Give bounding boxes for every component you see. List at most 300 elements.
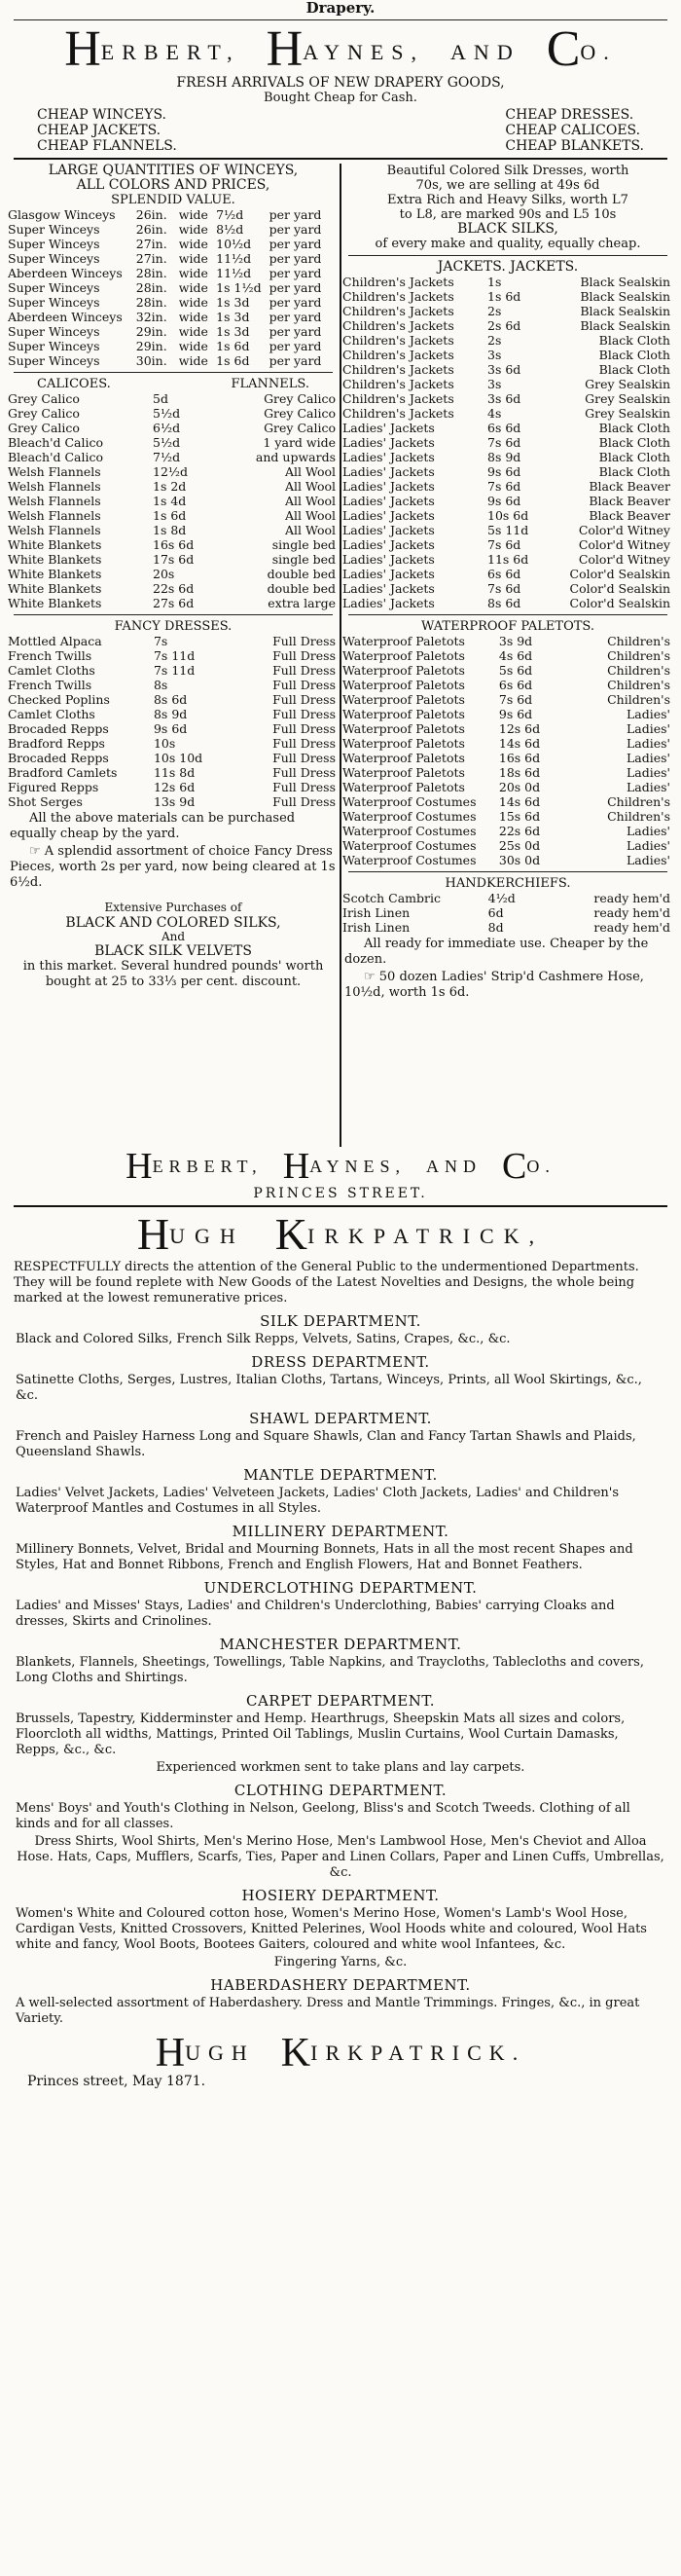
wincey-row-cell: 28in.	[135, 266, 167, 280]
jacket-row-cell: Color'd Witney	[578, 523, 670, 537]
wincey-row	[8, 280, 339, 295]
calico-row-cell: extra large	[268, 596, 336, 610]
jacket-row	[342, 523, 673, 537]
jacket-row-cell: Grey Sealskin	[585, 391, 670, 406]
department-extra: Fingering Yarns, &c.	[273, 1955, 408, 1969]
calico-row-cell: double bed	[267, 567, 336, 581]
wincey-row-cell: wide	[178, 266, 208, 280]
calico-row-cell: 27s 6d	[153, 596, 195, 610]
winceys-heading: LARGE QUANTITIES OF WINCEYS,	[48, 163, 299, 178]
silks-line-3: Extra Rich and Heavy Silks, worth L7	[387, 193, 628, 207]
waterproof-row-cell: 14s 6d	[498, 794, 541, 809]
winceys-table	[8, 207, 339, 368]
signoff-title: HUGH KIRKPATRICK.	[155, 2031, 526, 2076]
wincey-row-cell: 26in.	[135, 222, 167, 237]
fancy-row-cell: 8s 9d	[153, 707, 188, 721]
jacket-row-cell: 7s 6d	[487, 581, 521, 596]
calico-row-cell: 12½d	[153, 464, 189, 479]
calico-row	[8, 479, 339, 494]
wincey-row-cell: 28in.	[135, 280, 167, 295]
calico-row-cell: Welsh Flannels	[8, 523, 101, 537]
calico-row-cell: single bed	[271, 537, 336, 552]
jacket-row	[342, 391, 673, 406]
waterproof-row-cell: 14s 6d	[498, 736, 541, 751]
jacket-row-cell: Black Cloth	[598, 421, 670, 435]
jacket-row-cell: Children's Jackets	[342, 304, 454, 318]
jacket-row-cell: Children's Jackets	[342, 362, 454, 377]
waterproof-row-cell: Waterproof Costumes	[342, 824, 477, 838]
fancy-row	[8, 663, 339, 678]
calico-row-cell: 22s 6d	[153, 581, 195, 596]
waterproof-row-cell: Ladies'	[626, 824, 670, 838]
department	[8, 1312, 673, 1347]
wincey-row-cell: 1s 1½d	[216, 280, 262, 295]
jacket-row	[342, 377, 673, 391]
waterproof-row-cell: Ladies'	[626, 765, 670, 780]
wincey-row-cell: 29in.	[135, 339, 167, 353]
waterproof-row	[342, 736, 673, 751]
fancy-row	[8, 794, 339, 809]
jacket-row-cell: Black Sealskin	[580, 304, 670, 318]
department-heading: UNDERCLOTHING DEPARTMENT.	[203, 1579, 478, 1597]
wincey-row-cell: per yard	[269, 295, 322, 310]
calico-row-cell: single bed	[271, 552, 336, 567]
department-body: Blankets, Flannels, Sheetings, Towellings, Table Napkins, and Traycloths, Tablecloths and covers, Long Cloths and Shirtings.	[16, 1655, 644, 1685]
jacket-row-cell: Children's Jackets	[342, 377, 454, 391]
department-heading: HABERDASHERY DEPARTMENT.	[210, 1976, 471, 1994]
waterproof-row-cell: 22s 6d	[498, 824, 541, 838]
wincey-row-cell: Super Winceys	[8, 353, 100, 368]
jacket-row-cell: Ladies' Jackets	[342, 435, 435, 450]
wincey-row	[8, 339, 339, 353]
calico-row-cell: White Blankets	[8, 581, 102, 596]
jacket-row-cell: Ladies' Jackets	[342, 421, 435, 435]
wincey-row	[8, 222, 339, 237]
waterproof-row-cell: 30s 0d	[498, 853, 541, 867]
calico-row	[8, 391, 339, 406]
hugh-title: HUGH KIRKPATRICK,	[136, 1209, 545, 1259]
fancy-row-cell: Bradford Camlets	[8, 765, 118, 780]
footer-street: PRINCES STREET.	[253, 1186, 428, 1201]
calico-row-cell: 20s	[153, 567, 175, 581]
fancy-row	[8, 721, 339, 736]
wincey-row-cell: Glasgow Winceys	[8, 207, 116, 222]
jacket-row-cell: Children's Jackets	[342, 333, 454, 348]
calico-row-cell: 1s 4d	[153, 494, 187, 508]
calico-row-cell: Bleach'd Calico	[8, 435, 104, 450]
department	[8, 1636, 673, 1686]
waterproof-row-cell: Ladies'	[626, 721, 670, 736]
waterproof-row-cell: Waterproof Paletots	[342, 634, 465, 648]
jacket-row-cell: 3s	[487, 348, 502, 362]
calico-row-cell: 6½d	[153, 421, 181, 435]
wincey-row	[8, 237, 339, 251]
fancy-row	[8, 692, 339, 707]
calico-row	[8, 406, 339, 421]
divider	[14, 372, 333, 373]
silks-line-2: 70s, we are selling at 49s 6d	[415, 178, 600, 193]
calico-row-cell: 5½d	[153, 435, 181, 450]
wincey-row-cell: 1s 3d	[216, 324, 250, 339]
jacket-row-cell: Black Cloth	[598, 435, 670, 450]
department	[8, 1410, 673, 1460]
wincey-row-cell: 8½d	[216, 222, 244, 237]
calico-row-cell: All Wool	[284, 523, 336, 537]
fancy-row	[8, 751, 339, 765]
firm-title: HERBERT, HAYNES, AND CO.	[64, 21, 617, 77]
jacket-row-cell: Color'd Sealskin	[569, 581, 670, 596]
jacket-row-cell: Children's Jackets	[342, 275, 454, 289]
waterproof-row-cell: 20s 0d	[498, 780, 541, 794]
departments-list	[8, 1312, 673, 2027]
department-body: Black and Colored Silks, French Silk Repps, Velvets, Satins, Crapes, &c., &c.	[16, 1332, 511, 1346]
calico-row	[8, 537, 339, 552]
waterproof-row-cell: Waterproof Costumes	[342, 838, 477, 853]
waterproof-table	[342, 634, 673, 867]
jacket-row-cell: 2s 6d	[487, 318, 521, 333]
wincey-row-cell: Aberdeen Winceys	[8, 266, 123, 280]
fancy-row-cell: 11s 8d	[153, 765, 196, 780]
jacket-row	[342, 494, 673, 508]
wincey-row-cell: 32in.	[135, 310, 167, 324]
jacket-row-cell: 1s 6d	[487, 289, 521, 304]
wincey-row-cell: 1s 6d	[216, 353, 250, 368]
wincey-row-cell: Super Winceys	[8, 237, 100, 251]
jacket-row-cell: 6s 6d	[487, 567, 521, 581]
jacket-row-cell: Ladies' Jackets	[342, 552, 435, 567]
department-extra: Experienced workmen sent to take plans and lay carpets.	[156, 1760, 525, 1775]
waterproof-heading: WATERPROOF PALETOTS.	[421, 619, 594, 634]
wincey-row-cell: wide	[178, 310, 208, 324]
waterproof-row-cell: Waterproof Paletots	[342, 751, 465, 765]
waterproof-row-cell: Waterproof Paletots	[342, 678, 465, 692]
right-column	[342, 164, 673, 1147]
calico-row	[8, 508, 339, 523]
jacket-row-cell: Ladies' Jackets	[342, 450, 435, 464]
waterproof-row-cell: Children's	[607, 634, 670, 648]
calico-row-cell: 1 yard wide	[263, 435, 336, 450]
waterproof-row-cell: Children's	[607, 678, 670, 692]
jacket-row-cell: Children's Jackets	[342, 289, 454, 304]
black-silks-heading: BLACK SILKS,	[457, 221, 558, 237]
handkerchief-row	[342, 920, 673, 935]
waterproof-row	[342, 765, 673, 780]
calico-row-cell: 7½d	[153, 450, 181, 464]
waterproof-row-cell: Ladies'	[626, 751, 670, 765]
calico-row-cell: 1s 6d	[153, 508, 187, 523]
wincey-row	[8, 353, 339, 368]
jacket-row	[342, 596, 673, 610]
waterproof-row-cell: 18s 6d	[498, 765, 541, 780]
department-body: French and Paisley Harness Long and Square Shawls, Clan and Fancy Tartan Shawls and Plaids, Queensland Shawls.	[16, 1429, 636, 1459]
wincey-row-cell: per yard	[269, 266, 322, 280]
waterproof-row-cell: 5s 6d	[498, 663, 533, 678]
jacket-row	[342, 435, 673, 450]
arrivals-subline: Bought Cheap for Cash.	[264, 91, 417, 105]
silks-line-5: of every make and quality, equally cheap.	[375, 237, 641, 251]
jacket-row	[342, 421, 673, 435]
wincey-row-cell: 10½d	[216, 237, 252, 251]
jacket-row	[342, 348, 673, 362]
waterproof-row-cell: 25s 0d	[498, 838, 541, 853]
waterproof-row-cell: Ladies'	[626, 780, 670, 794]
fancy-row-cell: Camlet Cloths	[8, 707, 95, 721]
waterproof-row-cell: Ladies'	[626, 736, 670, 751]
waterproof-row-cell: Waterproof Paletots	[342, 692, 465, 707]
footer-firm-title: HERBERT, HAYNES, AND CO.	[125, 1146, 556, 1187]
price-columns	[8, 164, 673, 1147]
waterproof-row-cell: Waterproof Costumes	[342, 794, 477, 809]
fancy-row-cell: 8s	[153, 678, 168, 692]
wincey-row-cell: wide	[178, 280, 208, 295]
fancy-row-cell: Brocaded Repps	[8, 751, 109, 765]
divider	[348, 871, 667, 872]
waterproof-row-cell: 9s 6d	[498, 707, 533, 721]
calico-row-cell: White Blankets	[8, 567, 102, 581]
jacket-row-cell: Ladies' Jackets	[342, 523, 435, 537]
fancy-row-cell: Full Dress	[272, 780, 336, 794]
handkerchief-row-cell: ready hem'd	[593, 905, 670, 920]
wincey-row-cell: per yard	[269, 237, 322, 251]
jacket-row-cell: Ladies' Jackets	[342, 567, 435, 581]
waterproof-row	[342, 824, 673, 838]
department-heading: CARPET DEPARTMENT.	[246, 1692, 435, 1710]
waterproof-row-cell: Waterproof Paletots	[342, 648, 465, 663]
calico-row-cell: All Wool	[284, 464, 336, 479]
signoff-date: Princes street, May 1871.	[27, 2074, 206, 2089]
fancy-row-cell: Mottled Alpaca	[8, 634, 102, 648]
jacket-row	[342, 508, 673, 523]
jacket-row	[342, 333, 673, 348]
fancy-heading: FANCY DRESSES.	[114, 619, 233, 634]
waterproof-row	[342, 648, 673, 663]
department	[8, 1782, 673, 1881]
fancy-row	[8, 765, 339, 780]
wincey-row-cell: 1s 3d	[216, 295, 250, 310]
jacket-row-cell: Black Cloth	[598, 362, 670, 377]
fancy-row-cell: Full Dress	[272, 663, 336, 678]
department-heading: CLOTHING DEPARTMENT.	[233, 1782, 448, 1799]
silks-line: Beautiful Colored Silk Dresses, worth	[386, 164, 629, 178]
jacket-row-cell: Black Sealskin	[580, 275, 670, 289]
wincey-row-cell: per yard	[269, 280, 322, 295]
fancy-row-cell: Full Dress	[272, 794, 336, 809]
calico-row-cell: 1s 2d	[153, 479, 187, 494]
jacket-row-cell: 1s	[487, 275, 502, 289]
wincey-row-cell: 1s 3d	[216, 310, 250, 324]
fancy-note-2: ☞ A splendid assortment of choice Fancy Dress Pieces, worth 2s per yard, now being cleared at 1s 6½d.	[10, 844, 336, 890]
hugh-intro: RESPECTFULLY directs the attention of the General Public to the undermentioned Departments. They will be found replete with New Goods of the Latest Novelties and Designs, the whole being marked at the lowest remunerative prices.	[14, 1260, 639, 1306]
waterproof-row	[342, 853, 673, 867]
jacket-row-cell: 7s 6d	[487, 479, 521, 494]
fancy-row-cell: Camlet Cloths	[8, 663, 95, 678]
fancy-row-cell: Full Dress	[272, 678, 336, 692]
waterproof-row	[342, 692, 673, 707]
wincey-row-cell: per yard	[269, 324, 322, 339]
handkerchief-row	[342, 891, 673, 905]
calico-row-cell: Welsh Flannels	[8, 464, 101, 479]
jacket-row-cell: 5s 11d	[487, 523, 529, 537]
calico-row	[8, 450, 339, 464]
calico-row	[8, 494, 339, 508]
jacket-row-cell: 10s 6d	[487, 508, 529, 523]
fancy-row-cell: 12s 6d	[153, 780, 196, 794]
wincey-row	[8, 251, 339, 266]
wincey-row-cell: per yard	[269, 251, 322, 266]
jacket-row-cell: 3s 6d	[487, 362, 521, 377]
waterproof-row-cell: 4s 6d	[498, 648, 533, 663]
wincey-row-cell: 1s 6d	[216, 339, 250, 353]
fancy-row	[8, 634, 339, 648]
calico-row-cell: Welsh Flannels	[8, 479, 101, 494]
wincey-row-cell: wide	[178, 207, 208, 222]
department-body: Mens' Boys' and Youth's Clothing in Nelson, Geelong, Bliss's and Scotch Tweeds. Clothing of all kinds and for all classes.	[16, 1801, 630, 1831]
calico-row-cell: double bed	[267, 581, 336, 596]
wincey-row-cell: 29in.	[135, 324, 167, 339]
wincey-row-cell: per yard	[269, 339, 322, 353]
divider	[14, 158, 667, 160]
jacket-row-cell: Black Cloth	[598, 333, 670, 348]
jacket-row-cell: Grey Sealskin	[585, 377, 670, 391]
fancy-row-cell: Bradford Repps	[8, 736, 105, 751]
department-heading: HOSIERY DEPARTMENT.	[241, 1887, 440, 1904]
fancy-row-cell: Full Dress	[272, 648, 336, 663]
waterproof-row	[342, 721, 673, 736]
department-body: Ladies' and Misses' Stays, Ladies' and Children's Underclothing, Babies' carrying Cloaks and dresses, Skirts and Crinolines.	[16, 1599, 615, 1629]
handkerchief-row-cell: ready hem'd	[593, 891, 670, 905]
calico-row	[8, 596, 339, 610]
calico-row-cell: Welsh Flannels	[8, 494, 101, 508]
waterproof-row	[342, 794, 673, 809]
wincey-row-cell: 30in.	[135, 353, 167, 368]
wincey-row-cell: 11½d	[216, 266, 252, 280]
wincey-row-cell: Super Winceys	[8, 222, 100, 237]
handkerchief-row-cell: Irish Linen	[342, 920, 411, 935]
column-divider	[340, 164, 341, 1147]
fancy-row-cell: 13s 9d	[153, 794, 196, 809]
winceys-heading-2: ALL COLORS AND PRICES,	[76, 177, 270, 193]
calico-row-cell: White Blankets	[8, 537, 102, 552]
fancy-table	[8, 634, 339, 809]
wincey-row-cell: 27in.	[135, 251, 167, 266]
jacket-row-cell: Black Sealskin	[580, 289, 670, 304]
calico-row	[8, 567, 339, 581]
jacket-row-cell: Ladies' Jackets	[342, 494, 435, 508]
department-heading: DRESS DEPARTMENT.	[251, 1353, 430, 1371]
jacket-row	[342, 275, 673, 289]
handkerchief-row-cell: 8d	[487, 920, 504, 935]
department-body: Millinery Bonnets, Velvet, Bridal and Mourning Bonnets, Hats in all the most recent Shapes and Styles, Hat and Bonnet Ribbons, French and English Flowers, Hat and Bonnet Feathers.	[16, 1542, 633, 1572]
fancy-row-cell: 7s 11d	[153, 648, 196, 663]
handkerchief-row-cell: 4½d	[487, 891, 516, 905]
fancy-row	[8, 780, 339, 794]
fancy-row	[8, 736, 339, 751]
department-heading: MANTLE DEPARTMENT.	[243, 1466, 438, 1484]
flannels-heading: FLANNELS.	[231, 377, 309, 391]
waterproof-row	[342, 678, 673, 692]
department	[8, 1353, 673, 1404]
jacket-row-cell: Black Beaver	[589, 508, 670, 523]
handkerchief-row-cell: ready hem'd	[593, 920, 670, 935]
fancy-row-cell: Shot Serges	[8, 794, 83, 809]
handkerchief-row-cell: Scotch Cambric	[342, 891, 441, 905]
jacket-row-cell: Ladies' Jackets	[342, 479, 435, 494]
fancy-row-cell: Full Dress	[272, 707, 336, 721]
jacket-row-cell: Black Cloth	[598, 450, 670, 464]
jacket-row-cell: 7s 6d	[487, 537, 521, 552]
fancy-row-cell: French Twills	[8, 678, 92, 692]
cheap-left: CHEAP WINCEYS. CHEAP JACKETS. CHEAP FLANNELS.	[37, 107, 177, 154]
jacket-row-cell: 11s 6d	[487, 552, 529, 567]
jacket-row	[342, 289, 673, 304]
extensive-line-2: BLACK AND COLORED SILKS,	[65, 915, 281, 931]
jacket-row-cell: Color'd Sealskin	[569, 596, 670, 610]
waterproof-row-cell: Ladies'	[626, 838, 670, 853]
jacket-row-cell: Black Beaver	[589, 494, 670, 508]
jacket-row	[342, 464, 673, 479]
wincey-row-cell: Super Winceys	[8, 339, 100, 353]
jacket-row-cell: Black Beaver	[589, 479, 670, 494]
jacket-row	[342, 406, 673, 421]
jacket-row-cell: 9s 6d	[487, 494, 521, 508]
jacket-row-cell: Black Cloth	[598, 348, 670, 362]
waterproof-row-cell: 12s 6d	[498, 721, 541, 736]
wincey-row-cell: wide	[178, 353, 208, 368]
fancy-row-cell: Full Dress	[272, 692, 336, 707]
waterproof-row-cell: Waterproof Costumes	[342, 809, 477, 824]
fancy-row-cell: Full Dress	[272, 765, 336, 780]
calico-row-cell: All Wool	[284, 494, 336, 508]
wincey-row-cell: Super Winceys	[8, 295, 100, 310]
jacket-row-cell: Black Sealskin	[580, 318, 670, 333]
waterproof-row-cell: 15s 6d	[498, 809, 541, 824]
jacket-row	[342, 581, 673, 596]
arrivals-line: FRESH ARRIVALS OF NEW DRAPERY GOODS,	[176, 75, 505, 91]
divider	[348, 614, 667, 615]
department-body: A well-selected assortment of Haberdashery. Dress and Mantle Trimmings. Fringes, &c., in great Variety.	[16, 1996, 640, 2026]
calico-row	[8, 581, 339, 596]
waterproof-row-cell: Children's	[607, 692, 670, 707]
jacket-row	[342, 318, 673, 333]
extensive-line-5: in this market. Several hundred pounds' worth bought at 25 to 33⅓ per cent. discount.	[22, 959, 324, 989]
wincey-row-cell: 28in.	[135, 295, 167, 310]
department-body: Brussels, Tapestry, Kidderminster and Hemp. Hearthrugs, Sheepskin Mats all sizes and colors, Floorcloth all widths, Mattings, Printed Oil Tablings, Muslin Curtains, Wool Curtain Damasks, Repps, &c., &c.	[16, 1711, 626, 1757]
department	[8, 1976, 673, 2027]
jacket-row	[342, 552, 673, 567]
wincey-row-cell: 26in.	[135, 207, 167, 222]
waterproof-row	[342, 634, 673, 648]
jacket-row-cell: 3s	[487, 377, 502, 391]
fancy-row-cell: 9s 6d	[153, 721, 188, 736]
fancy-row	[8, 648, 339, 663]
jacket-row-cell: Grey Sealskin	[585, 406, 670, 421]
wincey-row-cell: wide	[178, 251, 208, 266]
fancy-row	[8, 707, 339, 721]
department	[8, 1887, 673, 1970]
cheap-list	[37, 107, 644, 154]
jacket-row-cell: Color'd Witney	[578, 552, 670, 567]
divider	[14, 1205, 667, 1207]
jacket-row	[342, 567, 673, 581]
extensive-line: Extensive Purchases of	[104, 901, 242, 914]
jacket-row-cell: Children's Jackets	[342, 391, 454, 406]
wincey-row-cell: Super Winceys	[8, 251, 100, 266]
jacket-row-cell: Children's Jackets	[342, 318, 454, 333]
jacket-row	[342, 537, 673, 552]
wincey-row-cell: per yard	[269, 353, 322, 368]
jacket-row	[342, 479, 673, 494]
calico-row	[8, 464, 339, 479]
